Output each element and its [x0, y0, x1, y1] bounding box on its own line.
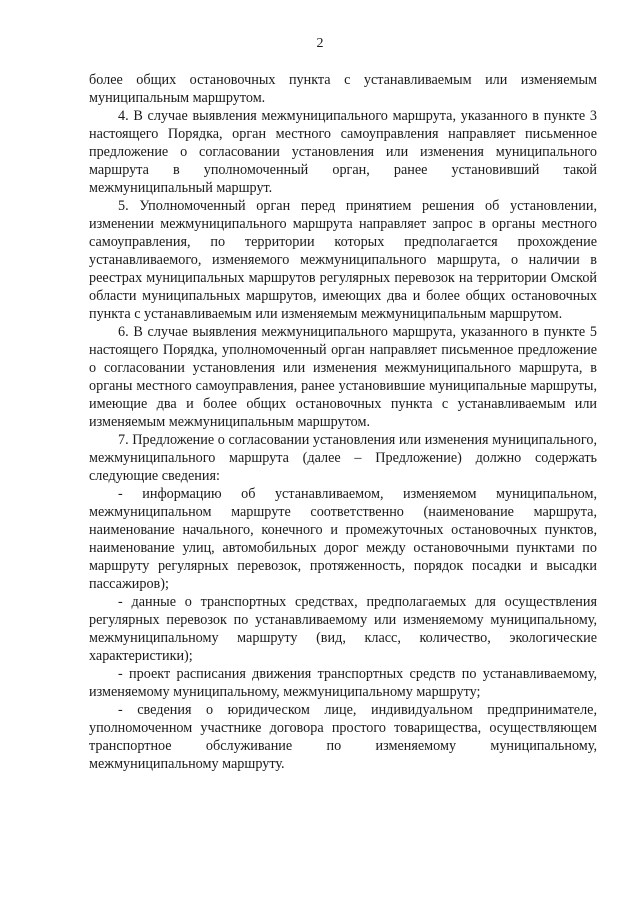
paragraph-item-4: 4. В случае выявления межмуниципального маршрута, указанного в пункте 3 настоящего Порядка, орган местного самоуправления направляет письменное предложение о согласовании установления или изменения муниципального маршрута в уполномоченный орган, ранее установивший такой межмуниципальный маршрут. [89, 108, 597, 196]
paragraph-item-7: 7. Предложение о согласовании установления или изменения муниципального, межмуниципального маршрута (далее – Предложение) должно содержать следующие сведения: [89, 432, 597, 484]
document-body [89, 71, 597, 773]
paragraph-item-5: 5. Уполномоченный орган перед принятием решения об установлении, изменении межмуниципального маршрута направляет запрос в органы местного самоуправления, по территории которых предполагается прохождение устанавливаемого, изменяемого межмуниципального маршрута, о наличии в реестрах муниципальных маршрутов регулярных перевозок на территории Омской области муниципальных маршрутов, имеющих два и более общих остановочных пункта с устанавливаемым или изменяемым межмуниципальным маршрутом. [89, 198, 597, 322]
page-number: 2 [316, 36, 324, 51]
list-item-carrier-info: - сведения о юридическом лице, индивидуальном предпринимателе, уполномоченном участнике договора простого товарищества, осуществляющем транспортное обслуживание по изменяемому муниципальному, межмуниципальному маршруту. [89, 702, 597, 772]
paragraph-item-6: 6. В случае выявления межмуниципального маршрута, указанного в пункте 5 настоящего Порядка, уполномоченный орган направляет письменное предложение о согласовании установления или изменения межмуниципального маршрута, в органы местного самоуправления, ранее установившие муниципальные маршруты, имеющие два и более общих остановочных пункта с устанавливаемым или изменяемым межмуниципальным маршрутом. [89, 324, 597, 430]
list-item-schedule-draft: - проект расписания движения транспортных средств по устанавливаемому, изменяемому муниципальному, межмуниципальному маршруту; [89, 666, 597, 700]
list-item-route-info: - информацию об устанавливаемом, изменяемом муниципальном, межмуниципальном маршруте соответственно (наименование маршрута, наименование начального, конечного и промежуточных остановочных пунктов, наименование улиц, автомобильных дорог между остановочными пунктами по маршруту регулярных перевозок, протяженность, порядок посадки и высадки пассажиров); [89, 486, 597, 592]
list-item-vehicle-data: - данные о транспортных средствах, предполагаемых для осуществления регулярных перевозок по устанавливаемому или изменяемому муниципальному, межмуниципальному маршруту (вид, класс, количество, экологические характеристики); [89, 594, 597, 664]
paragraph-continuation: более общих остановочных пункта с устанавливаемым или изменяемым муниципальным маршрутом. [89, 72, 597, 106]
